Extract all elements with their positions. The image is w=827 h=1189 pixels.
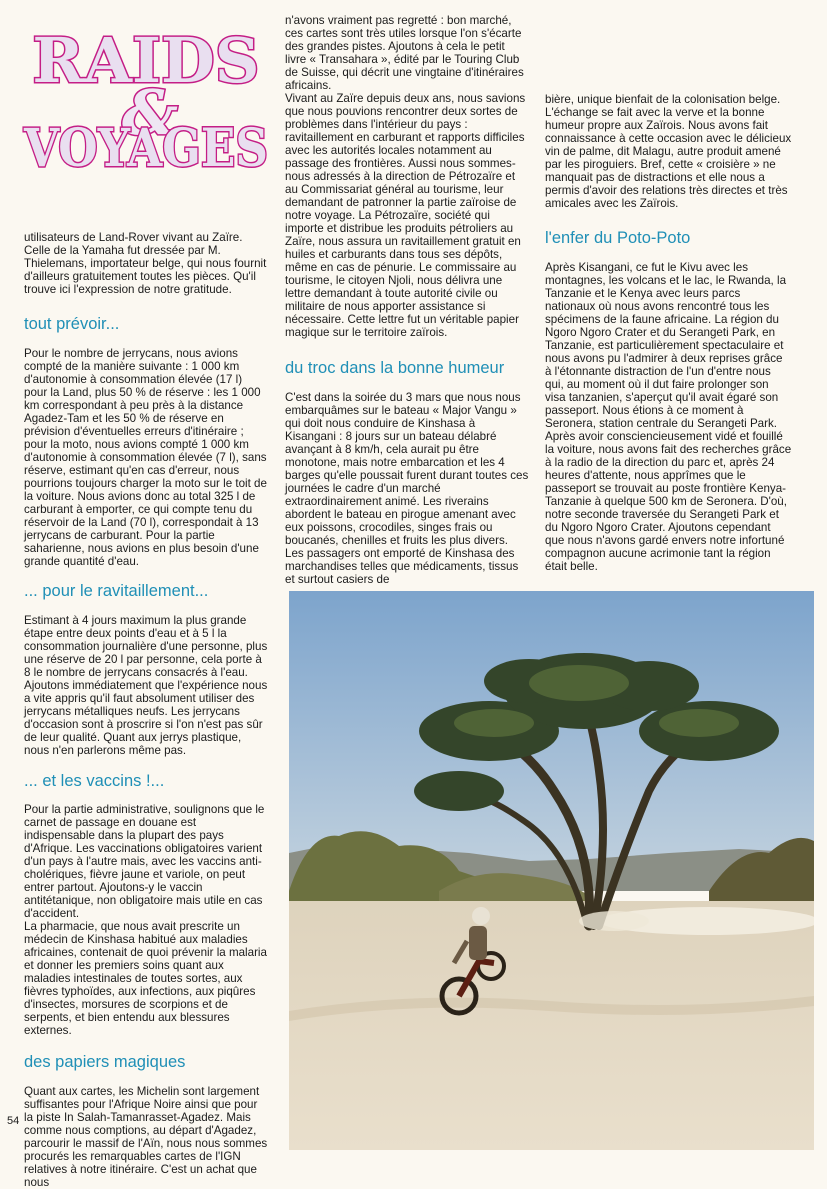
page-number: 54 [7, 1115, 20, 1127]
paragraph: C'est dans la soirée du 3 mars que nous nous embarquâmes sur le bateau « Major Vangu » qui doit nous conduire de Kinshasa à Kisangani : 8 jours sur un bateau délabré avançant à 8 km/h, cela aurait pu être monotone, mais notre embarcation et les 4 barges qu'elle poussait furent durant toutes ces journées le cadre d'un marché extraordinairement animé. Les riverains abordent le bateau en pirogue amenant avec eux poissons, crocodiles, singes frais ou boucanés, chenilles et fruits les plus divers. Les passagers ont emporté de Kinshasa des marchandises telles que médicaments, tissus et surtout casiers de [285, 391, 529, 586]
paragraph: Pour le nombre de jerrycans, nous avions compté de la manière suivante : 1 000 km d'autonomie à consommation élevée (17 l) pour la Land, plus 50 % de réserve : les 1 000 km correspondant à peu près à la distance Agadez-Tam et les 50 % de réserve en prévision d'éventuelles erreurs d'itinéraire ; pour la moto, nous avions compté 1 000 km d'autonomie à consommation élevée (7 l), sans réserve, estimant qu'en cas d'erreur, nous pourrions toujours charger la moto sur le toit de la voiture. Nous avions donc au total 325 l de carburant à emporter, ce qui compte tenu du réservoir de la Land (70 l), correspondait à 13 jerrycans de carburant. Pour la partie saharienne, nous avions en plus besoin d'une grande quantité d'eau. [24, 347, 267, 568]
heading-tout-prevoir: tout prévoir... [24, 315, 120, 333]
heading-troc: du troc dans la bonne humeur [285, 359, 505, 377]
logo-raids: RAIDS [32, 24, 260, 97]
heading-enfer-poto-poto: l'enfer du Poto-Poto [545, 229, 691, 247]
logo-ampersand: & [122, 76, 178, 149]
paragraph: n'avons vraiment pas regretté : bon marché, ces cartes sont très utiles lorsque l'on s'écarte des grandes pistes. Ajoutons à cela le petit livre « Transahara », édité par le Touring Club de Suisse, qui décrit une vingtaine d'itinéraires africains. [285, 14, 524, 92]
heading-papiers-magiques: des papiers magiques [24, 1053, 186, 1071]
paragraph: Vivant au Zaïre depuis deux ans, nous savions que nous pouvions rencontrer deux sortes de problèmes dans l'intérieur du pays : ravitaillement en carburant et rapports difficiles avec les autorités locales notamment au passage des frontières. Aussi nous sommes-nous adressés à la direction de Pétrozaïre et au Commissariat général au tourisme, leur demandant de patronner la partie zaïroise de notre voyage. La Pétrozaïre, société qui importe et distribue les produits pétroliers au Zaïre, nous assura un ravitaillement gratuit en huiles et carburants dans tous ses dépôts, même en cas de pénurie. Le commissaire au tourisme, le citoyen Njoli, nous délivra une lettre demandant à toute autorité civile ou militaire de nous apporter assistance si nécessaire. Cette lettre fut un véritable papier magique sur le territoire zaïrois. [285, 92, 526, 339]
paragraph: utilisateurs de Land-Rover vivant au Zaïre. Celle de la Yamaha fut dressée par M. Thielemans, importateur belge, qui nous fournit d'ailleurs gratuitement toutes les pièces. Qu'il trouve ici l'expression de notre gratitude. [24, 231, 267, 296]
column-2 [285, 14, 529, 586]
column-3 [545, 93, 792, 573]
paragraph: Quant aux cartes, les Michelin sont largement suffisantes pour l'Afrique Noire ainsi que pour la piste In Salah-Tamanrasset-Agadez. Mais comme nous comptions, au départ d'Agadez, parcourir le massif de l'Aïn, nous nous sommes procurés les remarquables cartes de l'IGN relatives à notre itinéraire. C'est un achat que nous [24, 1085, 268, 1189]
paragraph: Pour la partie administrative, soulignons que le carnet de passage en douane est indispensable dans la plupart des pays d'Afrique. Les vaccinations obligatoires varient d'un pays à l'autre mais, avec les vaccins anti-cholériques, fièvre jaune et variole, on peut entrer partout. Ajoutons-y le vaccin antitétanique, non obligatoire mais utile en cas d'accident. [24, 803, 265, 920]
sand-ground [289, 901, 814, 1150]
logo-voyages: VOYAGES [23, 118, 268, 179]
heading-ravitaillement: ... pour le ravitaillement... [24, 582, 209, 600]
heading-vaccins: ... et les vaccins !... [24, 772, 165, 790]
photo-motorcycle-desert [289, 591, 814, 1150]
raids-voyages-logo [22, 14, 272, 189]
paragraph: Après Kisangani, ce fut le Kivu avec les montagnes, les volcans et le lac, le Rwanda, la Tanzanie et le Kenya avec leurs parcs nationaux où nous avons rencontré tous les spécimens de la faune africaine. La région du Ngoro Ngoro Crater et du Serangeti Park, en Tanzanie, est particulièrement spectaculaire et nous avons pu l'admirer à deux reprises grâce à l'étonnante distraction de l'un d'entre nous qui, au moment où il dut faire prolonger son visa tanzanien, s'aperçut qu'il avait égaré son passeport. Nous étions à ce moment à Seronera, station centrale du Serangeti Park. Après avoir consciencieusement vidé et fouillé la voiture, nous avons fait des recherches grâce à la radio de la direction du parc et, après 24 heures d'attente, nous apprîmes que le passeport se trouvait au poste frontière Kenya-Tanzanie à quelque 500 km de Seronera. D'où, notre seconde traversée du Serangeti Park et du Ngoro Ngoro Crater. Ajoutons cependant que nous n'avons gardé envers notre infortuné compagnon aucune acrimonie tant la région était belle. [545, 261, 792, 573]
paragraph: La pharmacie, que nous avait prescrite un médecin de Kinshasa habitué aux maladies africaines, contenait de quoi prévenir la malaria et donner les premiers soins quant aux maladies intestinales de toutes sortes, aux fièvres typhoïdes, aux infections, aux piqûres d'insectes, morsures de scorpions et de serpents, et bien entendu aux blessures externes. [24, 920, 267, 1037]
paragraph: bière, unique bienfait de la colonisation belge. L'échange se fait avec la verve et la bonne humeur propre aux Zaïrois. Nous avons fait connaissance à cette occasion avec le délicieux vin de palme, dit Malagu, autre produit amené par les piroguiers. Bref, cette « croisière » ne manquait pas de distractions et elle nous a permis d'avoir des relations très directes et très amicales avec les Zaïrois. [545, 93, 792, 210]
column-1 [24, 231, 268, 1189]
paragraph: Estimant à 4 jours maximum la plus grande étape entre deux points d'eau et à 5 l la consommation journalière d'une personne, plus une réserve de 20 l par personne, cela porte à 8 le nombre de jerrycans consacrés à l'eau. Ajoutons immédiatement que l'expérience nous a vite appris qu'il faut absolument utiliser des jerrycans métalliques neufs. Les jerrycans d'occasion sont à proscrire si l'on n'est pas sûr de leur qualité. Quant aux jerrys plastique, nous n'en parlerons même pas. [24, 614, 268, 757]
